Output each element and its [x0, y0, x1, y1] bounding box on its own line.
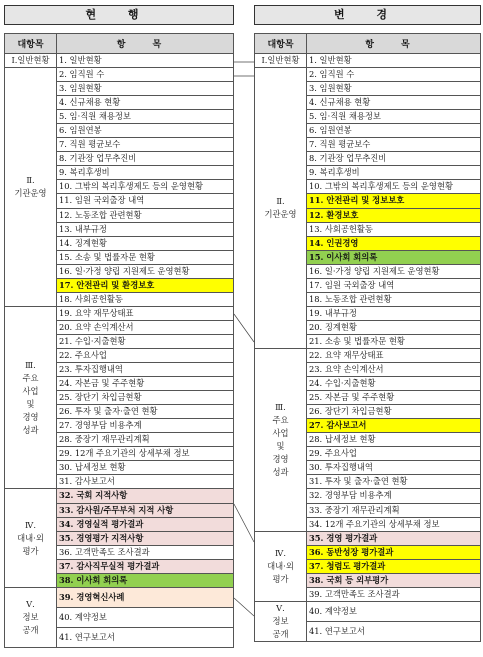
- item-cell: 31. 투자 및 출자·출연 현황: [307, 475, 481, 489]
- table-row: [255, 531, 481, 545]
- item-cell: 28. 납세정보 현황: [307, 433, 481, 447]
- category-cell: Ⅱ. 기관운영: [255, 68, 307, 349]
- item-cell: 5. 임·직원 채용정보: [57, 110, 234, 124]
- item-cell: 19. 내부규정: [307, 306, 481, 320]
- item-cell: 10. 그밖의 복리후생제도 등의 운영현황: [307, 180, 481, 194]
- item-cell: 35. 경영 평가결과: [307, 531, 481, 545]
- item-cell: 1. 일반현황: [57, 54, 234, 68]
- item-header: 항 목: [57, 34, 234, 54]
- item-cell: 37. 감사직무실적 평가결과: [57, 559, 234, 573]
- item-cell: 25. 장단기 차입금현황: [57, 391, 234, 405]
- category-cell: Ⅰ.일반현황: [255, 54, 307, 68]
- category-cell: Ⅴ. 정보 공개: [5, 587, 57, 647]
- item-cell: 14. 징계현황: [57, 236, 234, 250]
- item-cell: 40. 계약정보: [307, 601, 481, 621]
- item-cell: 30. 투자집행내역: [307, 461, 481, 475]
- current-table: [4, 33, 234, 648]
- item-cell: 24. 자본금 및 주주현황: [57, 377, 234, 391]
- item-cell: 9. 복리후생비: [57, 166, 234, 180]
- item-cell: 20. 요약 손익계산서: [57, 320, 234, 334]
- table-row: [255, 68, 481, 82]
- item-cell: 24. 수입·지출현황: [307, 377, 481, 391]
- category-header: 대항목: [255, 34, 307, 54]
- item-cell: 25. 자본금 및 주주현황: [307, 391, 481, 405]
- item-cell: 3. 임원현황: [57, 82, 234, 96]
- item-cell: 23. 요약 손익계산서: [307, 363, 481, 377]
- item-cell: 41. 연구보고서: [57, 627, 234, 647]
- current-table-header: [5, 34, 234, 54]
- category-cell: Ⅱ. 기관운영: [5, 68, 57, 307]
- item-cell: 9. 복리후생비: [307, 166, 481, 180]
- item-cell: 3. 임원현황: [307, 82, 481, 96]
- category-cell: Ⅳ. 대내·외 평가: [5, 489, 57, 587]
- item-cell: 21. 소송 및 법률자문 현황: [307, 334, 481, 348]
- item-cell: 1. 일반현황: [307, 54, 481, 68]
- item-cell: 8. 기관장 업무추진비: [57, 152, 234, 166]
- table-row: [5, 306, 234, 320]
- category-header: 대항목: [5, 34, 57, 54]
- item-cell: 41. 연구보고서: [307, 621, 481, 641]
- item-cell: 11. 임원 국외출장 내역: [57, 194, 234, 208]
- item-cell: 22. 요약 재무상태표: [307, 348, 481, 362]
- item-cell: 7. 직원 평균보수: [57, 138, 234, 152]
- item-cell: 2. 임직원 수: [57, 68, 234, 82]
- item-cell: 13. 내부규정: [57, 222, 234, 236]
- table-row: [5, 489, 234, 503]
- category-cell: Ⅰ.일반현황: [5, 54, 57, 68]
- item-cell: 34. 경영실적 평가결과: [57, 517, 234, 531]
- item-cell: 28. 중장기 재무관리계획: [57, 433, 234, 447]
- item-cell: 27. 경영부담 비용추계: [57, 419, 234, 433]
- table-row: [5, 68, 234, 82]
- item-cell: 39. 경영혁신사례: [57, 587, 234, 607]
- category-cell: Ⅲ. 주요 사업 및 경영 성과: [255, 348, 307, 531]
- item-cell: 12. 노동조합 관련현황: [57, 208, 234, 222]
- category-cell: Ⅳ. 대내·외 평가: [255, 531, 307, 601]
- table-row: [5, 587, 234, 607]
- item-cell: 26. 투자 및 출자·출연 현황: [57, 405, 234, 419]
- item-cell: 30. 납세정보 현황: [57, 461, 234, 475]
- item-cell: 20. 징계현황: [307, 320, 481, 334]
- item-cell: 5. 임·직원 채용정보: [307, 110, 481, 124]
- item-cell: 40. 계약정보: [57, 607, 234, 627]
- item-cell: 10. 그밖의 복리후생제도 등의 운영현황: [57, 180, 234, 194]
- item-cell: 34. 12개 주요기관의 상세부채 정보: [307, 517, 481, 531]
- item-cell: 12. 환경보호: [307, 208, 481, 222]
- item-cell: 13. 사회공헌활동: [307, 222, 481, 236]
- item-cell: 15. 소송 및 법률자문 현황: [57, 250, 234, 264]
- item-cell: 2. 임직원 수: [307, 68, 481, 82]
- item-cell: 26. 장단기 차입금현황: [307, 405, 481, 419]
- item-cell: 4. 신규채용 현황: [57, 96, 234, 110]
- item-cell: 6. 임원연봉: [307, 124, 481, 138]
- item-cell: 38. 국회 등 외부평가: [307, 573, 481, 587]
- table-row: [5, 54, 234, 68]
- item-cell: 27. 감사보고서: [307, 419, 481, 433]
- item-cell: 6. 임원연봉: [57, 124, 234, 138]
- connector-line: [234, 598, 254, 616]
- item-cell: 14. 인권경영: [307, 236, 481, 250]
- item-cell: 32. 경영부담 비용추계: [307, 489, 481, 503]
- item-cell: 19. 요약 재무상태표: [57, 306, 234, 320]
- item-cell: 21. 수입·지출현황: [57, 334, 234, 348]
- current-panel: [4, 5, 234, 642]
- item-cell: 7. 직원 평균보수: [307, 138, 481, 152]
- connector-line: [234, 314, 254, 342]
- table-row: [255, 601, 481, 621]
- item-cell: 31. 감사보고서: [57, 475, 234, 489]
- item-cell: 15. 이사회 회의록: [307, 250, 481, 264]
- item-cell: 23. 투자집행내역: [57, 363, 234, 377]
- changed-panel: [254, 5, 481, 639]
- item-cell: 33. 중장기 재무관리계획: [307, 503, 481, 517]
- item-cell: 16. 일·가정 양립 지원제도 운영현황: [307, 264, 481, 278]
- item-cell: 36. 고객만족도 조사결과: [57, 545, 234, 559]
- changed-table-header: [255, 34, 481, 54]
- connector-line: [234, 504, 254, 542]
- item-cell: 37. 청렴도 평가결과: [307, 559, 481, 573]
- item-cell: 35. 경영평가 지적사항: [57, 531, 234, 545]
- category-cell: Ⅲ. 주요 사업 및 경영 성과: [5, 306, 57, 489]
- item-cell: 39. 고객만족도 조사결과: [307, 587, 481, 601]
- item-cell: 17. 안전관리 및 환경보호: [57, 278, 234, 292]
- item-cell: 29. 12개 주요기관의 상세부채 정보: [57, 447, 234, 461]
- table-row: [255, 348, 481, 362]
- item-cell: 4. 신규채용 현황: [307, 96, 481, 110]
- item-cell: 17. 임원 국외출장 내역: [307, 278, 481, 292]
- changed-table: [254, 33, 481, 642]
- item-cell: 11. 안전관리 및 정보보호: [307, 194, 481, 208]
- item-cell: 18. 사회공헌활동: [57, 292, 234, 306]
- item-cell: 36. 동반성장 평가결과: [307, 545, 481, 559]
- item-cell: 29. 주요사업: [307, 447, 481, 461]
- item-cell: 18. 노동조합 관련현황: [307, 292, 481, 306]
- changed-title: 변 경: [254, 5, 481, 25]
- item-cell: 16. 일·가정 양립 지원제도 운영현황: [57, 264, 234, 278]
- item-cell: 32. 국회 지적사항: [57, 489, 234, 503]
- item-header: 항 목: [307, 34, 481, 54]
- item-cell: 33. 감사원/주무부처 지적 사항: [57, 503, 234, 517]
- table-row: [255, 54, 481, 68]
- item-cell: 8. 기관장 업무추진비: [307, 152, 481, 166]
- item-cell: 22. 주요사업: [57, 348, 234, 362]
- category-cell: Ⅴ. 정보 공개: [255, 601, 307, 641]
- item-cell: 38. 이사회 회의록: [57, 573, 234, 587]
- current-title: 현 행: [4, 5, 234, 25]
